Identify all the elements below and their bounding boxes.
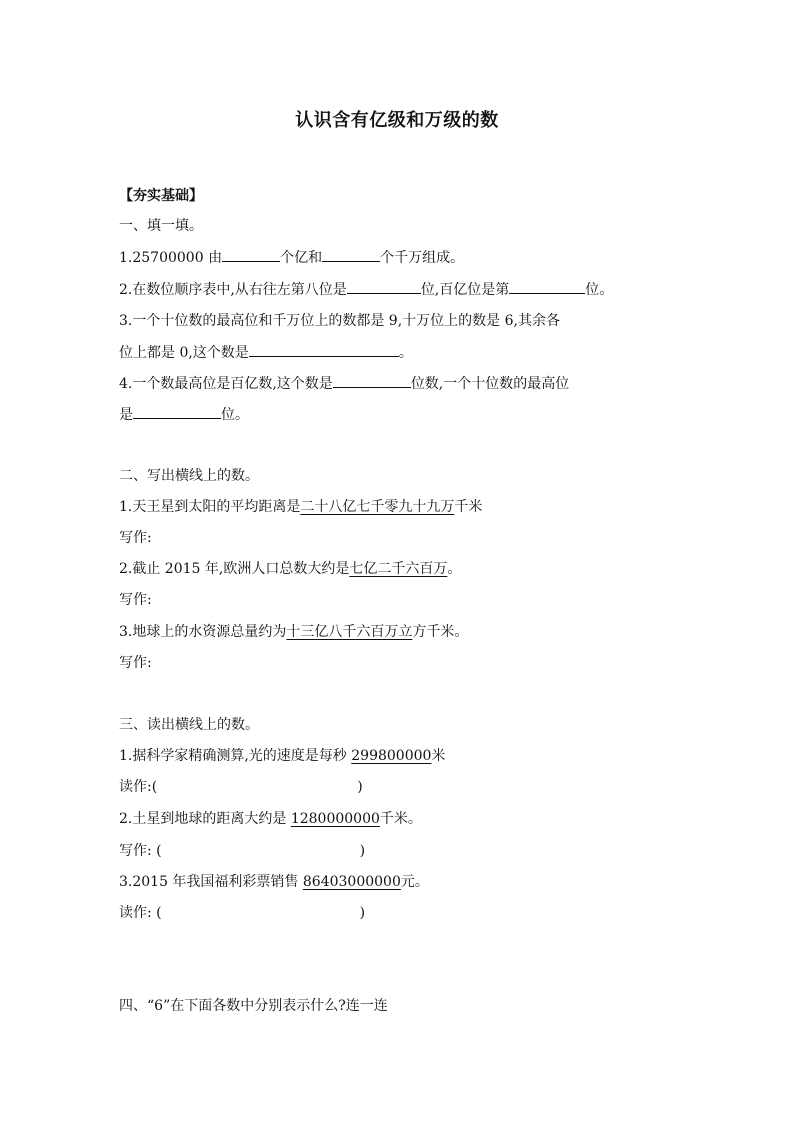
part3-answer-2: [119, 841, 365, 861]
p3a3-label: 读作: (: [119, 905, 162, 921]
p3q1-underlined: 299800000: [351, 748, 432, 764]
part2-question-1: [119, 497, 482, 517]
p3q3-underlined: 86403000000: [302, 874, 401, 890]
q1-text-c: 个千万组成。: [380, 250, 465, 266]
q3-text-b: 。: [398, 345, 413, 361]
q4-text-c: 是: [119, 407, 133, 423]
p2q3-text-a: 3.地球上的水资源总量约为: [119, 624, 287, 640]
p2q3-text-b: 方千米。: [412, 624, 469, 640]
part3-question-2: [119, 809, 422, 829]
q4-text-b: 位数,一个十位数的最高位: [410, 376, 570, 392]
answer-blank[interactable]: [347, 279, 421, 294]
q2-text-a: 2.在数位顺序表中,从右往左第八位是: [119, 282, 347, 298]
part2-question-3: [119, 622, 468, 642]
q1-text-b: 个亿和: [280, 250, 323, 266]
answer-blank[interactable]: [322, 247, 380, 262]
part1-question-2: [119, 279, 613, 300]
q4-text-d: 位。: [221, 407, 249, 423]
p3q1-text-b: 米: [431, 748, 446, 764]
part2-answer-1: 写作:: [119, 530, 152, 546]
q3-text-a: 位上都是 0,这个数是: [119, 345, 249, 361]
q1-text-a: 1.25700000 由: [119, 250, 223, 266]
p3q2-text-b: 千米。: [379, 811, 422, 827]
part1-question-3-line1: 3.一个十位数的最高位和千万位上的数都是 9,十万位上的数是 6,其余各: [119, 313, 560, 329]
part4-heading: 四、“6”在下面各数中分别表示什么?连一连: [119, 998, 388, 1014]
p3q3-text-b: 元。: [400, 874, 429, 890]
p3q2-text-a: 2.土星到地球的距离大约是: [119, 811, 291, 827]
p2q2-text-b: 。: [447, 561, 462, 577]
p3a2-close: ): [359, 843, 366, 859]
part1-heading: 一、填一填。: [119, 218, 203, 234]
p3a1-label: 读作:(: [119, 779, 158, 795]
part2-heading: 二、写出横线上的数。: [119, 468, 259, 484]
answer-blank[interactable]: [249, 342, 399, 357]
p2q2-underlined: 七亿二千六百万: [349, 561, 448, 577]
p3a2-label: 写作: (: [119, 843, 162, 859]
p2q2-text-a: 2.截止 2015 年,欧洲人口总数大约是: [119, 561, 350, 577]
answer-blank[interactable]: [333, 373, 411, 388]
part3-heading: 三、读出横线上的数。: [119, 717, 259, 733]
q2-text-b: 位,百亿位是第: [420, 282, 510, 298]
part2-answer-2: 写作:: [119, 592, 152, 608]
part3-answer-1: [119, 777, 363, 797]
part2-question-2: [119, 559, 461, 579]
part1-question-3-line2: [119, 342, 413, 363]
answer-blank[interactable]: [509, 279, 585, 294]
p3q2-underlined: 1280000000: [290, 811, 380, 827]
p3a1-close: ): [357, 779, 363, 795]
p3a3-close: ): [359, 905, 366, 921]
part3-question-1: [119, 746, 445, 766]
part1-question-4-line2: [119, 404, 249, 425]
part3-answer-3: [119, 903, 365, 923]
part1-question-4-line1: [119, 373, 569, 394]
part2-answer-3: 写作:: [119, 655, 152, 671]
p2q1-text-a: 1.天王星到太阳的平均距离是: [119, 499, 301, 515]
page-title: 认识含有亿级和万级的数: [295, 110, 499, 131]
answer-blank[interactable]: [133, 404, 221, 419]
part3-question-3: [119, 872, 429, 892]
part1-question-1: [119, 247, 464, 268]
p3q3-text-a: 3.2015 年我国福利彩票销售: [119, 874, 303, 890]
section-heading-basic: 【夯实基础】: [119, 188, 203, 204]
answer-blank[interactable]: [222, 247, 280, 262]
p2q1-underlined: 二十八亿七千零九十九万: [300, 499, 455, 515]
q4-text-a: 4.一个数最高位是百亿数,这个数是: [119, 376, 333, 392]
q2-text-c: 位。: [585, 282, 614, 298]
p2q1-text-b: 千米: [454, 499, 483, 515]
p3q1-text-a: 1.据科学家精确测算,光的速度是每秒: [119, 748, 352, 764]
p2q3-underlined: 十三亿八千六百万立: [286, 624, 413, 640]
